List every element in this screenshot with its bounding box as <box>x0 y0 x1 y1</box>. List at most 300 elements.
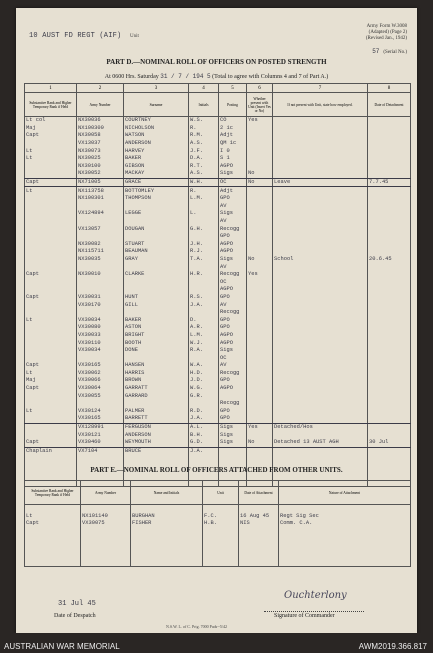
officer-cell <box>77 400 124 408</box>
officer-cell: BEAUMAN <box>124 248 189 256</box>
officer-cell: Sigs <box>219 347 247 355</box>
officer-cell: Lt col <box>25 117 77 125</box>
officer-cell <box>368 132 411 140</box>
officer-cell <box>368 392 411 400</box>
officer-cell <box>25 210 77 218</box>
officer-row <box>25 170 411 178</box>
officer-row <box>25 178 411 187</box>
officer-row <box>25 155 411 163</box>
officer-cell: J.A. <box>189 301 219 309</box>
officer-cell <box>273 347 368 355</box>
officer-cell <box>273 248 368 256</box>
blank-cell <box>239 535 279 543</box>
officer-cell <box>219 447 247 455</box>
officer-cell <box>25 324 77 332</box>
column-header: Posting <box>219 93 247 117</box>
officer-cell: I 0 <box>219 147 247 155</box>
officer-cell: STUART <box>124 241 189 249</box>
officer-row <box>25 263 411 271</box>
blank-cell <box>131 505 203 513</box>
blank-cell <box>81 535 131 543</box>
officer-cell <box>247 203 273 211</box>
officer-cell <box>247 225 273 233</box>
attached-cell: Comm. C.A. <box>279 520 411 528</box>
blank-cell <box>131 535 203 543</box>
officer-cell: VX30165 <box>77 362 124 370</box>
officer-cell <box>77 233 124 241</box>
officer-cell <box>368 248 411 256</box>
serial-number <box>372 48 407 55</box>
officer-cell <box>25 400 77 408</box>
officer-cell <box>273 155 368 163</box>
officer-cell: S 1 <box>219 155 247 163</box>
officer-cell <box>368 294 411 302</box>
officer-cell: A.S. <box>189 140 219 148</box>
officer-cell <box>368 225 411 233</box>
officer-cell <box>247 400 273 408</box>
blank-cell <box>81 551 131 559</box>
officer-cell: WATSON <box>124 132 189 140</box>
officer-cell <box>368 408 411 416</box>
officer-cell: Sigs <box>219 170 247 178</box>
officer-row <box>25 294 411 302</box>
officer-cell <box>124 233 189 241</box>
officer-row <box>25 248 411 256</box>
officer-cell: BAKER <box>124 316 189 324</box>
officer-cell: 30 Jul <box>368 439 411 447</box>
officer-cell <box>25 248 77 256</box>
serial-value: 57 <box>372 48 380 55</box>
officer-cell: Recogg <box>219 400 247 408</box>
officer-cell <box>368 332 411 340</box>
officer-row <box>25 210 411 218</box>
blank-row <box>25 558 411 566</box>
officer-row <box>25 385 411 393</box>
blank-cell <box>279 543 411 551</box>
officer-cell <box>247 415 273 423</box>
blank-cell <box>203 551 239 559</box>
column-header: If not present with Unit, state how employed. <box>273 93 368 117</box>
officer-cell: Capt <box>25 362 77 370</box>
officer-cell <box>273 392 368 400</box>
officer-cell: HANSEN <box>124 362 189 370</box>
officer-row <box>25 163 411 171</box>
officer-cell: NX71005 <box>77 178 124 187</box>
officer-cell <box>368 309 411 317</box>
officer-cell: BOTTOMLEY <box>124 187 189 195</box>
officer-cell <box>368 370 411 378</box>
blank-row <box>25 455 411 463</box>
officer-cell: VX128991 <box>77 423 124 431</box>
officer-row <box>25 271 411 279</box>
officer-cell: Chaplain <box>25 447 77 455</box>
officer-cell <box>273 195 368 203</box>
signature-line <box>264 611 364 612</box>
officer-cell: R.T. <box>189 163 219 171</box>
officer-cell: W.A. <box>189 362 219 370</box>
officer-cell: AGPO <box>219 241 247 249</box>
column-number: 6 <box>247 84 273 93</box>
officer-cell: J.F. <box>189 147 219 155</box>
officer-cell: Lt <box>25 147 77 155</box>
archive-id: AWM2019.366.817 <box>358 642 427 651</box>
attached-cell: FISHER <box>131 520 203 528</box>
commander-signature: Ouchterlony <box>284 590 347 601</box>
officer-cell: A.S. <box>189 170 219 178</box>
blank-cell <box>279 505 411 513</box>
officer-cell: 2 ic <box>219 125 247 133</box>
blank-cell <box>131 551 203 559</box>
officer-cell: GPO <box>219 195 247 203</box>
blank-cell <box>239 505 279 513</box>
officer-cell <box>25 415 77 423</box>
subtitle-date: 31 / 7 / 194 5 <box>160 73 211 80</box>
officer-cell: G.R. <box>189 392 219 400</box>
officer-cell <box>368 163 411 171</box>
officer-cell <box>247 370 273 378</box>
officer-cell: BROWN <box>124 377 189 385</box>
officer-cell <box>25 233 77 241</box>
officer-row <box>25 278 411 286</box>
officer-cell: LEGGE <box>124 210 189 218</box>
officer-cell <box>368 271 411 279</box>
officer-cell <box>368 447 411 455</box>
officer-cell <box>273 170 368 178</box>
officer-cell: L.M. <box>189 332 219 340</box>
officer-cell: NX30082 <box>77 241 124 249</box>
officer-cell <box>273 271 368 279</box>
officer-cell <box>368 117 411 125</box>
officer-cell <box>25 225 77 233</box>
officer-cell: Recogg <box>219 309 247 317</box>
part-d-subtitle <box>16 73 417 80</box>
officer-cell <box>25 423 77 431</box>
blank-row <box>25 551 411 559</box>
officer-cell: R.D. <box>189 408 219 416</box>
officer-cell <box>247 294 273 302</box>
attached-cell: 16 Aug 45 <box>239 513 279 521</box>
form-line: (Adapted) (Page 2) <box>368 30 407 35</box>
attached-cell: BURGHAN <box>131 513 203 521</box>
officer-cell <box>273 362 368 370</box>
officer-cell: VX30031 <box>77 294 124 302</box>
officer-cell: R.S. <box>189 294 219 302</box>
officer-cell: Capt <box>25 439 77 447</box>
blank-cell <box>203 535 239 543</box>
officer-cell <box>368 195 411 203</box>
officer-cell: Lt <box>25 316 77 324</box>
officer-row <box>25 408 411 416</box>
column-number: 8 <box>368 84 411 93</box>
officer-cell <box>124 354 189 362</box>
officer-cell <box>189 309 219 317</box>
blank-row <box>25 543 411 551</box>
officer-cell: A.L. <box>189 423 219 431</box>
attached-cell: Regt Sig Sec <box>279 513 411 521</box>
attached-officer-row <box>25 520 411 528</box>
officer-cell: Recogg <box>219 225 247 233</box>
officer-cell <box>273 233 368 241</box>
officer-cell: NX30025 <box>77 155 124 163</box>
officer-cell: D.A. <box>189 155 219 163</box>
officer-cell: COURTNEY <box>124 117 189 125</box>
officer-cell <box>25 241 77 249</box>
officer-cell <box>273 354 368 362</box>
officer-cell <box>368 316 411 324</box>
blank-cell <box>203 528 239 536</box>
blank-cell <box>247 455 273 463</box>
officer-cell <box>273 132 368 140</box>
officer-cell <box>25 203 77 211</box>
officer-cell: NX30035 <box>77 256 124 264</box>
officer-cell <box>273 147 368 155</box>
officer-cell: R. <box>189 125 219 133</box>
officer-cell: J.D. <box>189 377 219 385</box>
officer-cell: W.H. <box>189 178 219 187</box>
officer-row <box>25 423 411 431</box>
officer-row <box>25 362 411 370</box>
officer-cell: GPO <box>219 324 247 332</box>
archive-footer <box>0 633 433 653</box>
officer-cell <box>368 431 411 439</box>
part-d-title: PART D.—NOMINAL ROLL OF OFFICERS ON POSTED STRENGTH <box>106 58 327 66</box>
officer-row <box>25 439 411 447</box>
officer-cell: Lt <box>25 155 77 163</box>
officer-cell <box>273 117 368 125</box>
officer-cell <box>273 370 368 378</box>
officer-cell: R.A. <box>189 347 219 355</box>
column-header: Date of Attachment <box>239 481 279 505</box>
officer-cell <box>273 294 368 302</box>
officer-cell <box>368 362 411 370</box>
column-number: 2 <box>77 84 124 93</box>
officer-cell: BARRETT <box>124 415 189 423</box>
officer-cell: VX30124 <box>77 408 124 416</box>
officer-cell <box>25 392 77 400</box>
officer-cell <box>368 354 411 362</box>
blank-cell <box>81 528 131 536</box>
officer-cell: J.A. <box>189 447 219 455</box>
officer-row <box>25 140 411 148</box>
blank-cell <box>25 535 81 543</box>
column-number: 1 <box>25 84 77 93</box>
printer-imprint: N.S.W. L. of C. Prtg. 7000 Pads--5/42 <box>166 624 227 629</box>
officer-cell: G.D. <box>189 439 219 447</box>
officer-cell: FERGUSON <box>124 423 189 431</box>
officer-cell: AV <box>219 203 247 211</box>
column-header: Surname <box>124 93 189 117</box>
officer-cell <box>25 278 77 286</box>
officer-cell: Capt <box>25 271 77 279</box>
officer-cell <box>273 385 368 393</box>
officer-cell: AGPO <box>219 163 247 171</box>
officer-cell: VX13037 <box>77 140 124 148</box>
officer-cell: Lt <box>25 370 77 378</box>
officer-cell <box>368 218 411 226</box>
officer-cell: ASTON <box>124 324 189 332</box>
officer-cell: Leave <box>273 178 368 187</box>
officer-cell <box>273 125 368 133</box>
column-header: Army Number <box>77 93 124 117</box>
officer-cell: VX13057 <box>77 225 124 233</box>
officer-row <box>25 400 411 408</box>
officer-cell <box>189 233 219 241</box>
officer-cell: G.H. <box>189 225 219 233</box>
officer-cell <box>247 392 273 400</box>
officer-cell: Sigs <box>219 439 247 447</box>
officer-cell: BOOTH <box>124 339 189 347</box>
officer-cell <box>273 400 368 408</box>
officer-cell: NX30036 <box>77 117 124 125</box>
officer-row <box>25 195 411 203</box>
officer-cell: WEYMOUTH <box>124 439 189 447</box>
officer-cell: BRIGHT <box>124 332 189 340</box>
officer-cell <box>368 400 411 408</box>
part-e-table <box>24 480 411 567</box>
officer-cell: CLARKE <box>124 271 189 279</box>
officer-cell: NX30073 <box>77 147 124 155</box>
officer-cell: A.R. <box>189 324 219 332</box>
officer-cell: VX30460 <box>77 439 124 447</box>
officer-row <box>25 203 411 211</box>
column-header: Name and Initials <box>131 481 203 505</box>
officer-cell: THOMPSON <box>124 195 189 203</box>
officer-cell: VX30066 <box>77 377 124 385</box>
officer-cell <box>368 210 411 218</box>
officer-cell: GARRATT <box>124 385 189 393</box>
officer-cell <box>368 286 411 294</box>
officer-row <box>25 354 411 362</box>
officer-cell <box>273 140 368 148</box>
column-header: Substantive Rank and Higher Temporary Rank if Held <box>25 93 77 117</box>
officer-row <box>25 415 411 423</box>
column-number: 4 <box>189 84 219 93</box>
officer-cell: Detached/Hos <box>273 423 368 431</box>
officer-cell <box>273 447 368 455</box>
officer-cell: PALMER <box>124 408 189 416</box>
attached-cell: F.C. <box>203 513 239 521</box>
officer-cell <box>189 354 219 362</box>
officer-cell: Adjt <box>219 132 247 140</box>
officer-row <box>25 339 411 347</box>
officer-cell: AV <box>219 362 247 370</box>
blank-cell <box>25 528 81 536</box>
attached-cell: NIS <box>239 520 279 528</box>
officer-cell: ANDERSON <box>124 431 189 439</box>
officer-cell <box>368 147 411 155</box>
officer-cell: Sigs <box>219 423 247 431</box>
officer-cell: Yes <box>247 423 273 431</box>
blank-cell <box>279 558 411 566</box>
officer-cell: GRAY <box>124 256 189 264</box>
officer-cell <box>247 241 273 249</box>
officer-cell: No <box>247 170 273 178</box>
officer-cell: GPO <box>219 316 247 324</box>
officer-cell <box>247 210 273 218</box>
officer-cell: GPO <box>219 233 247 241</box>
officer-cell <box>25 309 77 317</box>
attached-cell: NX101140 <box>81 513 131 521</box>
officer-cell <box>247 447 273 455</box>
officer-cell: VX7104 <box>77 447 124 455</box>
officer-cell <box>273 408 368 416</box>
officer-cell <box>368 263 411 271</box>
officer-cell <box>273 187 368 195</box>
officer-cell <box>189 400 219 408</box>
officer-cell <box>247 248 273 256</box>
blank-cell <box>25 543 81 551</box>
attached-cell: H.B. <box>203 520 239 528</box>
officer-cell <box>247 408 273 416</box>
officer-cell <box>368 324 411 332</box>
officer-cell: GILL <box>124 301 189 309</box>
officer-cell <box>273 301 368 309</box>
officer-cell: 7.7.45 <box>368 178 411 187</box>
officer-row <box>25 324 411 332</box>
officer-cell: No <box>247 256 273 264</box>
officer-cell <box>368 301 411 309</box>
officer-cell <box>273 415 368 423</box>
blank-cell <box>131 528 203 536</box>
officer-cell: VX30034 <box>77 347 124 355</box>
officer-cell <box>273 316 368 324</box>
officer-cell <box>273 332 368 340</box>
officer-cell: W.S. <box>189 117 219 125</box>
officer-cell <box>77 218 124 226</box>
officer-cell: DOUGAN <box>124 225 189 233</box>
officer-row <box>25 332 411 340</box>
officer-cell <box>189 278 219 286</box>
officer-cell <box>124 286 189 294</box>
officer-cell <box>247 155 273 163</box>
officer-cell: AGPO <box>219 385 247 393</box>
blank-cell <box>203 543 239 551</box>
officer-cell <box>247 309 273 317</box>
officer-cell <box>189 286 219 294</box>
part-e-title: PART E.—NOMINAL ROLL OF OFFICERS ATTACHED FROM OTHER UNITS. <box>90 466 343 474</box>
officer-cell: Sigs <box>219 256 247 264</box>
column-number: 5 <box>219 84 247 93</box>
officer-cell: GRACE <box>124 178 189 187</box>
officer-cell: AV <box>219 218 247 226</box>
form-line: Army Form W.3008 <box>366 24 407 29</box>
officer-cell: VX30165 <box>77 415 124 423</box>
officer-cell: NX30052 <box>77 170 124 178</box>
officer-cell: NX30100 <box>77 163 124 171</box>
officer-cell <box>247 263 273 271</box>
officer-row <box>25 347 411 355</box>
officer-row <box>25 218 411 226</box>
officer-cell: Capt <box>25 178 77 187</box>
officer-cell <box>25 431 77 439</box>
officer-row <box>25 392 411 400</box>
officer-cell <box>247 125 273 133</box>
column-header: Whether present with Unit (Insert Yes or No) <box>247 93 273 117</box>
officer-cell <box>247 163 273 171</box>
officer-cell: AGPO <box>219 332 247 340</box>
officer-cell <box>25 347 77 355</box>
officer-row <box>25 117 411 125</box>
officer-cell <box>189 203 219 211</box>
officer-cell: AGPO <box>219 248 247 256</box>
officer-cell <box>25 256 77 264</box>
officer-cell <box>247 233 273 241</box>
officer-cell: OC <box>219 178 247 187</box>
officer-cell: GIBSON <box>124 163 189 171</box>
blank-cell <box>203 558 239 566</box>
officer-cell <box>247 385 273 393</box>
officer-cell <box>368 377 411 385</box>
